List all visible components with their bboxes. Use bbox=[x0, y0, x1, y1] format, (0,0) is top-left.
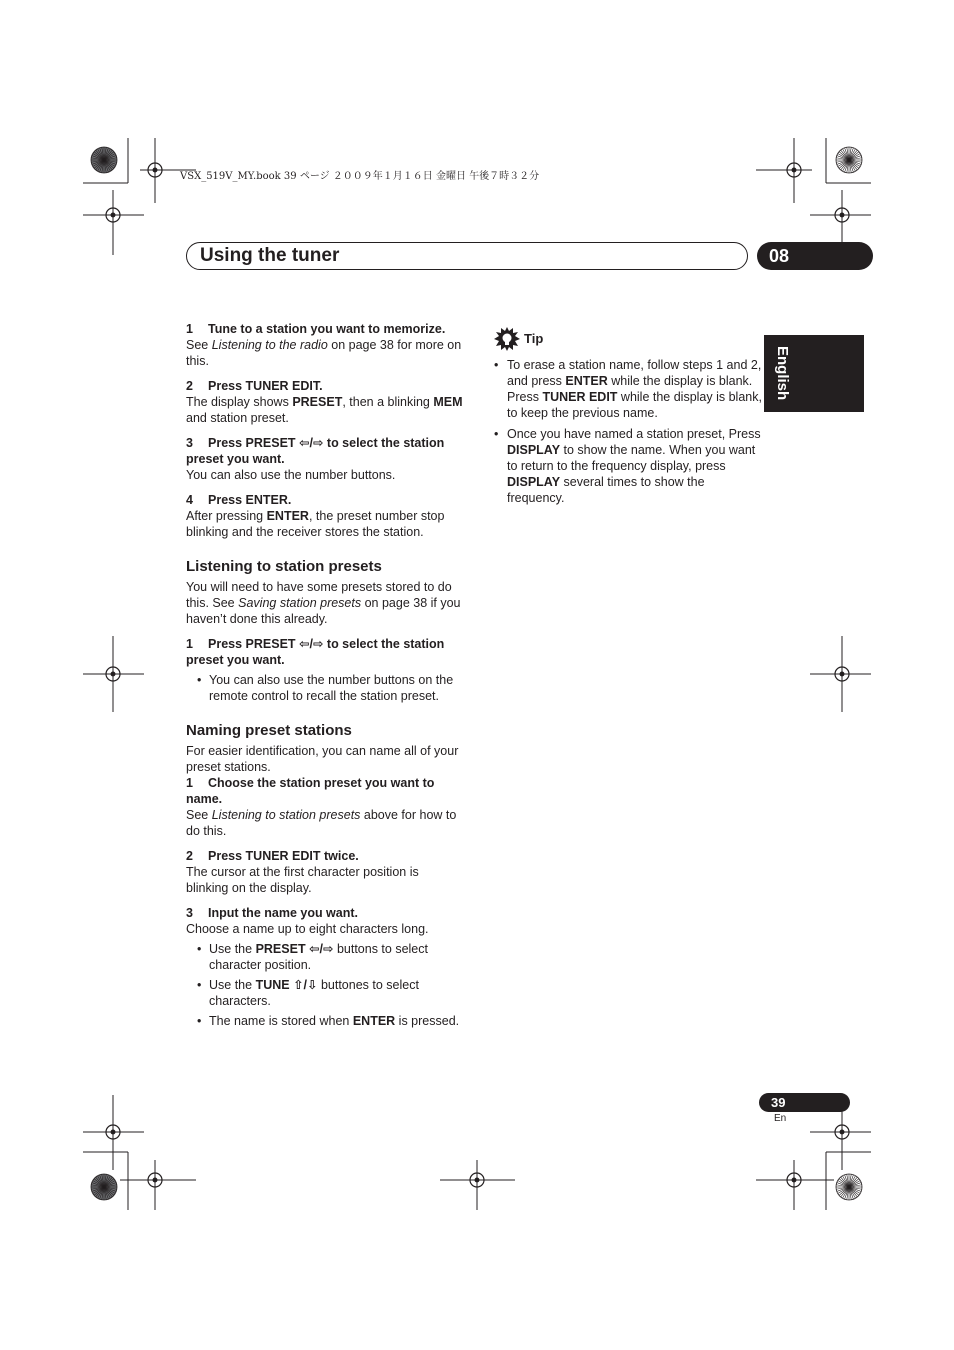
tip-label: Tip bbox=[524, 331, 544, 346]
starburst-icon bbox=[836, 1174, 862, 1200]
step-title: 2 Press TUNER EDIT. bbox=[186, 379, 323, 393]
page-title: Using the tuner bbox=[200, 245, 340, 266]
step-body: See Listening to station presets above for how to do this. bbox=[186, 808, 457, 838]
naming-intro: For easier identification, you can name all of your preset stations. bbox=[186, 744, 459, 774]
presets-intro: You will need to have some presets stored to do this. See Saving station presets on page 38 if you haven’t done this already. bbox=[186, 580, 461, 626]
lightbulb-icon bbox=[494, 327, 520, 351]
naming-steps bbox=[186, 775, 464, 937]
chapter-number: 08 bbox=[757, 242, 873, 270]
step-title: 3 Input the name you want. bbox=[186, 906, 359, 920]
step-title: 4 Press ENTER. bbox=[186, 493, 292, 507]
bullet-item: • To erase a station name, follow steps 1 and 2, and press ENTER while the display is blank. Press TUNER EDIT while the display is blank, to keep the previous name. bbox=[494, 357, 762, 421]
file-header: VSX_519V_MY.book 39 ページ ２００９年１月１６日 金曜日 午後７時３２分 bbox=[180, 171, 540, 182]
starburst-icon bbox=[91, 1174, 117, 1200]
step-title: 1 Choose the station preset you want to name. bbox=[186, 776, 435, 806]
step-title: 1 Tune to a station you want to memorize. bbox=[186, 322, 446, 336]
step-body: You can also use the number buttons. bbox=[186, 468, 396, 482]
section-heading-presets: Listening to station presets bbox=[186, 558, 382, 575]
step-body: The cursor at the first character position is blinking on the display. bbox=[186, 865, 419, 895]
step-title: 3 Press PRESET ⇦/⇨ to select the station preset you want. bbox=[186, 436, 445, 466]
left-column bbox=[186, 321, 464, 1029]
section-heading-naming: Naming preset stations bbox=[186, 722, 352, 739]
tip-column bbox=[494, 327, 762, 506]
bullet-item: • Use the PRESET ⇦/⇨ buttons to select character position. bbox=[186, 941, 464, 973]
bullet-item: • You can also use the number buttons on the remote control to recall the station preset. bbox=[186, 672, 464, 704]
step-body: After pressing ENTER, the preset number stop blinking and the receiver stores the station. bbox=[186, 509, 445, 539]
page-language-code: En bbox=[774, 1113, 787, 1124]
step-title: 2 Press TUNER EDIT twice. bbox=[186, 849, 359, 863]
bullet-item: • The name is stored when ENTER is pressed. bbox=[186, 1013, 464, 1029]
starburst-icon bbox=[91, 147, 117, 173]
step-body: Choose a name up to eight characters long. bbox=[186, 922, 429, 936]
step-body: See Listening to the radio on page 38 for more on this. bbox=[186, 338, 462, 368]
naming-bullets bbox=[186, 941, 464, 1029]
page-number: 39 bbox=[759, 1093, 850, 1112]
tip-bullets bbox=[494, 357, 762, 506]
presets-bullets bbox=[186, 672, 464, 704]
step-body: The display shows PRESET, then a blinking MEM and station preset. bbox=[186, 395, 463, 425]
presets-step: 1 Press PRESET ⇦/⇨ to select the station preset you want. bbox=[186, 637, 445, 667]
memorize-steps bbox=[186, 321, 464, 540]
language-tab-label: English bbox=[774, 346, 791, 401]
starburst-icon bbox=[836, 147, 862, 173]
bullet-item: • Use the TUNE ⇧/⇩ buttones to select characters. bbox=[186, 977, 464, 1009]
bullet-item: • Once you have named a station preset, Press DISPLAY to show the name. When you want to return to the frequency display, press DISPLAY several times to show the frequency. bbox=[494, 426, 762, 506]
tip-heading bbox=[494, 327, 762, 351]
